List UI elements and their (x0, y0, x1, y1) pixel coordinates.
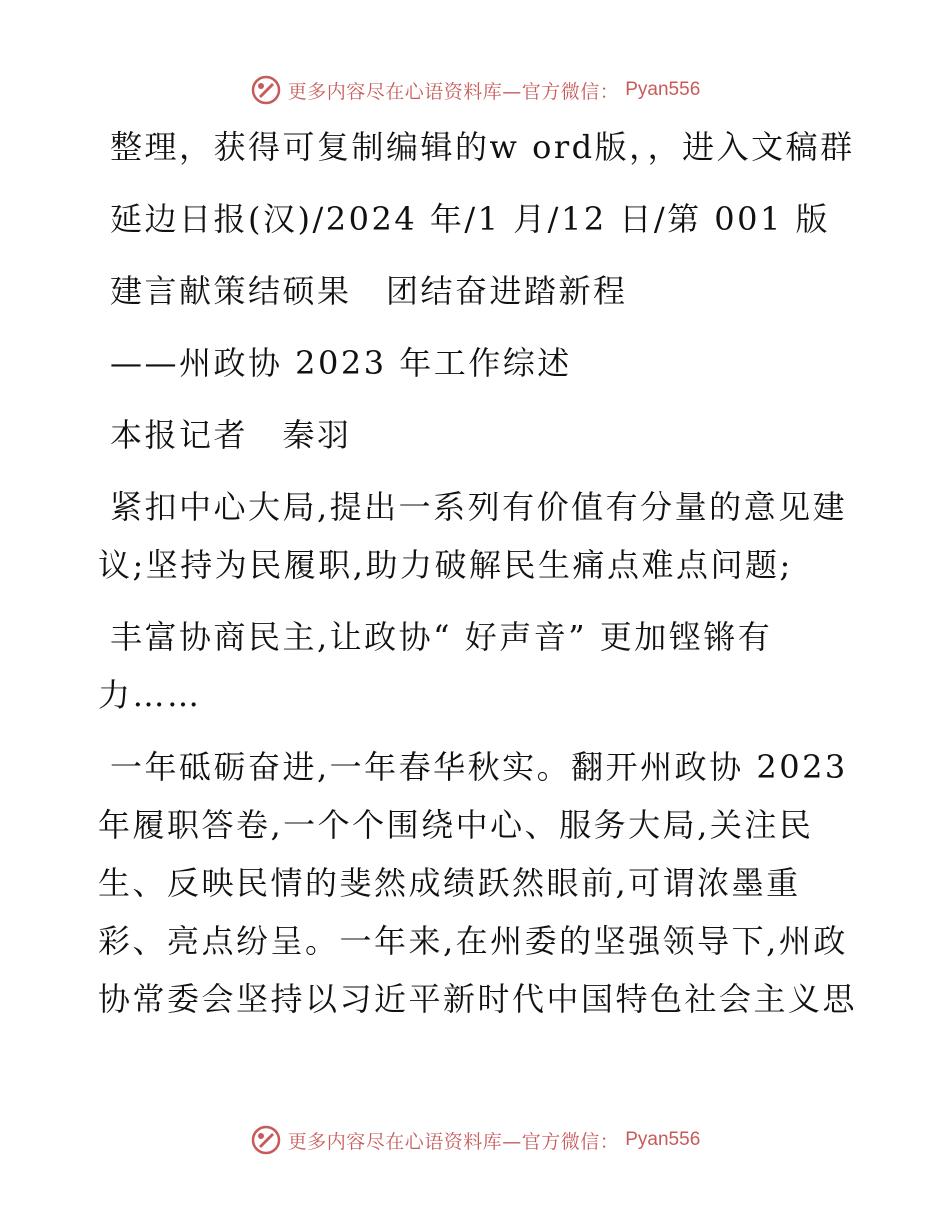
paragraph-lead-2: 丰富协商民主,让政协“ 好声音” 更加铿锵有力…… (98, 618, 773, 714)
paragraph-intro: 整理，获得可复制编辑的w ord版，，进入文稿群 (110, 128, 855, 166)
header-watermark (0, 70, 950, 110)
brand-logo-icon (250, 74, 282, 106)
paragraph-body: 一年砥砺奋进,一年春华秋实。翻开州政协 2023 年履职答卷,一个个围绕中心、服务大局,关注民生、反映民情的斐然成绩跃然眼前,可谓浓墨重彩、亮点纷呈。一年来,在州委的坚强领导下,州政协常委会坚持以习近平新时代中国特色社会主义思 (98, 748, 858, 1018)
watermark-text: 更多内容尽在心语资料库—官方微信： (287, 80, 620, 103)
footer-watermark (0, 1120, 950, 1160)
article-subtitle: ——州政协 2023 年工作综述 (110, 344, 572, 382)
watermark-id: Pyan556 (625, 79, 701, 100)
watermark-id: Pyan556 (625, 1129, 701, 1150)
paragraph-lead-1: 紧扣中心大局,提出一系列有价值有分量的意见建议;坚持为民履职,助力破解民生痛点难点问题; (98, 488, 848, 584)
brand-logo-icon (250, 1124, 282, 1156)
article-title: 建言献策结硕果 团结奋进踏新程 (110, 272, 628, 310)
paragraph-source: 延边日报(汉)/2024 年/1 月/12 日/第 001 版 (110, 200, 831, 238)
article-byline: 本报记者 秦羽 (110, 416, 352, 454)
document-body (98, 118, 858, 1028)
watermark-text: 更多内容尽在心语资料库—官方微信： (287, 1130, 620, 1153)
